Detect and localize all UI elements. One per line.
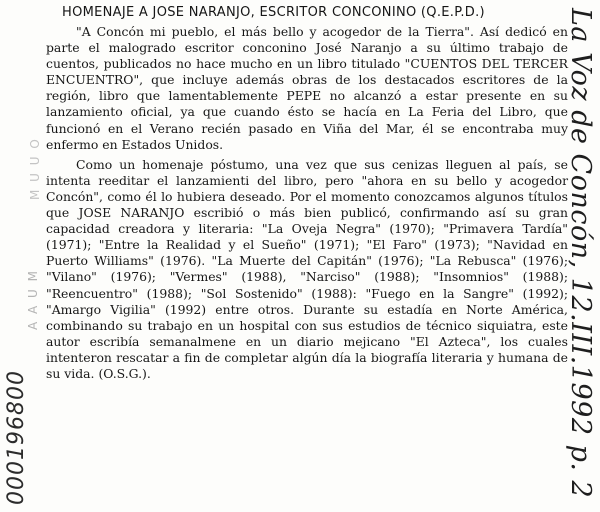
handwritten-source-annotation: La Voz de Concón, 12.III.1992 p. 2 — [565, 8, 596, 499]
article-body — [46, 24, 568, 382]
archive-code: 000196800 — [4, 370, 29, 505]
article-signature: (O.S.G.). — [98, 365, 151, 381]
article — [46, 4, 568, 382]
article-paragraph-1 — [46, 24, 568, 153]
left-margin — [0, 0, 40, 512]
faint-stamp-lower: A A U M — [26, 269, 40, 330]
faint-stamp-upper: M U U O — [28, 137, 42, 200]
article-headline: HOMENAJE A JOSE NARANJO, ESCRITOR CONCONINO (Q.E.P.D.) — [62, 5, 485, 20]
paragraph-1-text: "A Concón mi pueblo, el más bello y acogedor de la Tierra". Así dedicó en parte el malogrado escritor conconino José Naranjo a su último trabajo de cuentos, publicados no hace mucho en un libro titulado "CUENTOS DEL TERCER ENCUENTRO", que incluye además obras de los destacados escritores de la región, libro que lamentablemente PEPE no alcanzó a estar presente en su lanzamiento oficial, ya que cuando ésto se hacía en La Feria del Libro, que funcionó en el Verano recién pasado en Viña del Mar, él se encontraba muy enfermo en Estados Unidos. — [46, 24, 568, 152]
article-paragraph-2 — [46, 157, 568, 382]
paragraph-2-text: Como un homenaje póstumo, una vez que sus cenizas lleguen al país, se intenta reeditar el lanzamienti del libro, pero "ahora en su bello y acogedor Concón", como él lo hubiera deseado. Por el momento conozcamos algunos títulos que JOSE NARANJO escribió o más bien publicó, confirmando así su gran capacidad creadora y literaria: "La Oveja Negra" (1970); "Primavera Tardía" (1971); "Entre la Realidad y el Sueño" (1971); "El Faro" (1973); "Navidad en Puerto Williams" (1976). "La Muerte del Capitán" (1976); "La Rebusca" (1976); "Vilano" (1976); "Vermes" (1988), "Narciso" (1988); "Insomnios" (1988); "Reencuentro" (1988); "Sol Sostenido" (1988): "Fuego en la Sangre" (1992); "Amargo Vigilia" (1992) entre otros. Durante su estadía en Norte América, combinando su trabajo en un hospital con sus estudios de técnico siquiatra, este autor escribía semanalmene en un diario mejicano "El Azteca", los cuales intenteron rescatar a fin de completar algún día la biografía literaria y humana de su vida. — [46, 156, 568, 381]
